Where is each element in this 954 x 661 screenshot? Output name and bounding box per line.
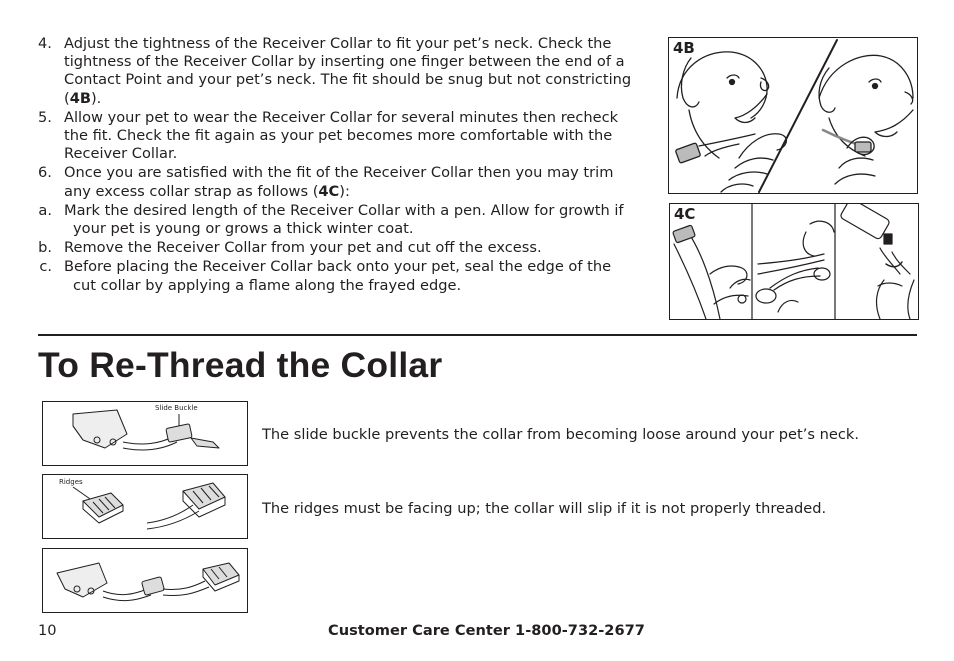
step-text: Once you are satisfied with the fit of the Receiver Collar then you may trim any excess collar strap as follows (: [64, 164, 614, 200]
customer-care-contact: Customer Care Center 1-800-732-2677: [328, 622, 645, 639]
slide-buckle-illustration: [43, 402, 247, 465]
substep-text: Mark the desired length of the Receiver Collar with a pen. Allow for growth if your pet is young or grows a thick winter coat.: [64, 201, 624, 238]
step-5: [38, 109, 638, 164]
substep-a: [38, 202, 638, 238]
diagram-ridges: [42, 474, 248, 539]
step-text-end: ).: [90, 89, 102, 107]
substep-letter: c.: [39, 258, 52, 276]
figure-ref: 4B: [69, 89, 91, 107]
section-divider: [38, 334, 917, 336]
step-text: Adjust the tightness of the Receiver Collar to fit your pet’s neck. Check the tightness of the Receiver Collar by inserting one finger between the end of a Contact Point and your pet’s neck. The fit should be snug but not constricting (: [64, 35, 632, 107]
section-heading: To Re-Thread the Collar: [38, 345, 443, 385]
step-text: Allow your pet to wear the Receiver Collar for several minutes then recheck the fit. Check the fit again as your pet becomes more comfortable with the Receiver Collar.: [64, 108, 619, 163]
figure-ref: 4C: [318, 182, 340, 200]
slide-buckle-label: Slide Buckle: [155, 404, 198, 412]
substep-text: Before placing the Receiver Collar back onto your pet, seal the edge of the cut collar by applying a flame along the frayed edge.: [64, 258, 612, 294]
diagram-slide-buckle: [42, 401, 248, 466]
substep-text: Remove the Receiver Collar from your pet and cut off the excess.: [64, 239, 542, 257]
step-number: 6.: [38, 164, 52, 182]
figure-label: 4B: [673, 39, 695, 57]
threaded-collar-illustration: [43, 549, 247, 612]
substep-c: [38, 258, 638, 294]
step-6: [38, 164, 638, 200]
step-number: 5.: [38, 108, 52, 126]
ridges-description: The ridges must be facing up; the collar will slip if it is not properly threaded.: [262, 500, 827, 517]
diagram-threaded-collar: [42, 548, 248, 613]
step-text-end: ):: [339, 182, 350, 200]
slide-buckle-description: The slide buckle prevents the collar from becoming loose around your pet’s neck.: [262, 426, 859, 443]
figure-4c: [669, 203, 919, 320]
ridges-label: Ridges: [59, 478, 83, 486]
figure-label: 4C: [674, 205, 696, 223]
dog-collar-fit-illustration: [669, 38, 917, 193]
instruction-steps: [38, 35, 638, 296]
figure-4b: [668, 37, 918, 194]
step-4: [38, 35, 638, 108]
substep-b: [38, 239, 638, 257]
collar-trim-illustration: [670, 204, 918, 319]
page-number: 10: [38, 622, 57, 639]
substep-letter: b.: [38, 239, 52, 257]
step-number: 4.: [38, 35, 52, 52]
substep-letter: a.: [38, 201, 52, 219]
